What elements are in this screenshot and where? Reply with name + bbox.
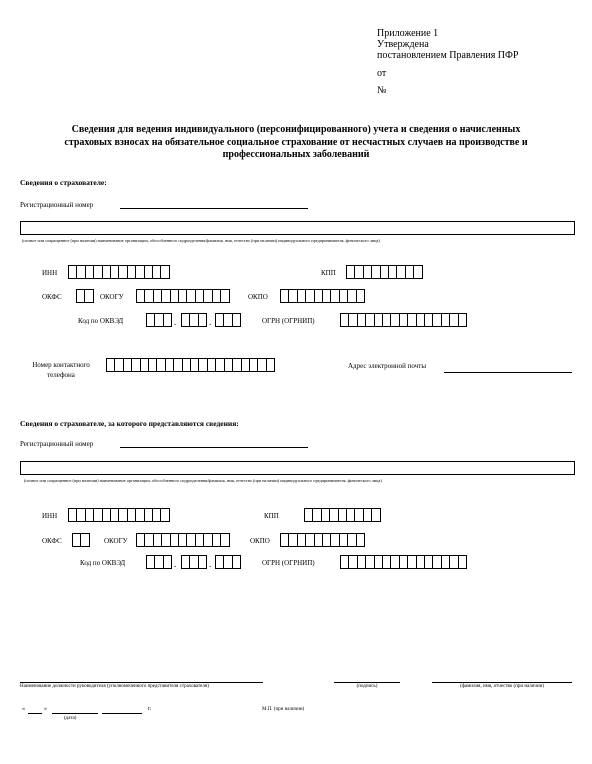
section1-phone-label: Номер контактного телефона	[32, 361, 90, 379]
section1-reg-label: Регистрационный номер	[20, 201, 94, 209]
section2-okved-cells-2[interactable]	[181, 555, 206, 569]
section1-okved-dot-1: .	[174, 317, 177, 327]
input-cell[interactable]	[371, 508, 381, 522]
document-title	[20, 124, 572, 162]
section2-okogu-label: ОКОГУ	[104, 537, 128, 545]
input-cell[interactable]	[458, 555, 468, 569]
section1-okpo-label: ОКПО	[248, 293, 268, 301]
input-cell[interactable]	[220, 289, 230, 303]
input-cell[interactable]	[84, 289, 94, 303]
section2-okved-dot-2: .	[209, 559, 212, 569]
section1-okfs-label: ОКФС	[42, 293, 62, 301]
section2-okogu-cells[interactable]	[136, 533, 228, 547]
input-cell[interactable]	[232, 555, 242, 569]
section1-kpp-label: КПП	[321, 269, 336, 277]
section1-reg-field[interactable]	[120, 198, 308, 209]
input-cell[interactable]	[163, 313, 173, 327]
title-line-3: профессиональных заболеваний	[222, 149, 370, 160]
section1-okogu-cells[interactable]	[136, 289, 228, 303]
input-cell[interactable]	[198, 555, 208, 569]
section1-okogu-label: ОКОГУ	[100, 293, 124, 301]
fio-caption: (фамилия, имя, отчество (при наличии)	[460, 684, 544, 689]
input-cell[interactable]	[220, 533, 230, 547]
fio-field[interactable]	[432, 676, 572, 683]
section1-email-label: Адрес электронной почты	[348, 362, 427, 370]
section1-okved-cells-2[interactable]	[181, 313, 206, 327]
date-caption: (дата)	[64, 716, 77, 721]
section1-phone-cells[interactable]	[106, 358, 274, 372]
section2-okved-cells-1[interactable]	[146, 555, 171, 569]
input-cell[interactable]	[163, 555, 173, 569]
section2-okpo-cells[interactable]	[280, 533, 364, 547]
date-quote-close: »	[44, 706, 47, 712]
section1-inn-label: ИНН	[42, 269, 58, 277]
date-year-field[interactable]	[102, 707, 142, 714]
section1-okved-dot-2: .	[209, 317, 212, 327]
header-appendix: Приложение 1	[377, 28, 439, 39]
section1-ogrn-label: ОГРН (ОГРНИП)	[262, 317, 315, 325]
header-resolution: постановлением Правления ПФР	[377, 50, 519, 61]
input-cell[interactable]	[413, 265, 423, 279]
section2-okpo-label: ОКПО	[250, 537, 270, 545]
title-line-2: страховых взносах на обязательное социальное страхование от несчастных случаев на производстве и	[64, 136, 528, 148]
input-cell[interactable]	[198, 313, 208, 327]
section1-okved-cells-1[interactable]	[146, 313, 171, 327]
section2-okved-dot-1: .	[174, 559, 177, 569]
section1-kpp-cells[interactable]	[346, 265, 422, 279]
section2-okved-cells-3[interactable]	[215, 555, 240, 569]
section1-inn-cells[interactable]	[68, 265, 169, 279]
date-quote-open: «	[22, 706, 25, 712]
stamp-label: М.П. (при наличии)	[262, 707, 305, 712]
section2-okfs-cells[interactable]	[72, 533, 89, 547]
section1-email-field[interactable]	[444, 362, 572, 373]
section1-okfs-cells[interactable]	[76, 289, 93, 303]
section2-ogrn-label: ОГРН (ОГРНИП)	[262, 559, 315, 567]
header-number: №	[377, 85, 387, 96]
section1-okved-cells-3[interactable]	[215, 313, 240, 327]
section2-name-field[interactable]	[20, 461, 575, 475]
section2-heading: Сведения о страхователе, за которого представляются сведения:	[20, 419, 239, 428]
input-cell[interactable]	[160, 265, 170, 279]
input-cell[interactable]	[266, 358, 276, 372]
section2-reg-label: Регистрационный номер	[20, 440, 94, 448]
section2-kpp-cells[interactable]	[304, 508, 380, 522]
input-cell[interactable]	[458, 313, 468, 327]
date-month-field[interactable]	[52, 707, 98, 714]
position-caption: Наименование должности руководителя (уполномоченного представителя страхователя)	[20, 684, 209, 689]
input-cell[interactable]	[80, 533, 90, 547]
signature-field[interactable]	[334, 676, 400, 683]
section1-okved-label: Код по ОКВЭД	[78, 317, 124, 325]
section2-reg-field[interactable]	[120, 437, 308, 448]
section1-name-caption: (полное или сокращенное (при наличии) наименование организации, обособленного подразделения/фамилия, имя, отчество (при наличии) индивидуального предпринимателя, физического лица)	[22, 238, 380, 243]
input-cell[interactable]	[232, 313, 242, 327]
input-cell[interactable]	[356, 289, 366, 303]
section2-ogrn-cells[interactable]	[340, 555, 466, 569]
section2-okved-label: Код по ОКВЭД	[80, 559, 126, 567]
section1-heading: Сведения о страхователе:	[20, 178, 107, 187]
section2-kpp-label: КПП	[264, 512, 279, 520]
input-cell[interactable]	[356, 533, 366, 547]
header-date: от	[377, 68, 387, 79]
title-line-1: Сведения для ведения индивидуального (персонифицированного) учета и сведения о начисленных	[71, 124, 521, 135]
section1-okpo-cells[interactable]	[280, 289, 364, 303]
section2-inn-cells[interactable]	[68, 508, 169, 522]
signature-caption: (подпись)	[356, 684, 378, 689]
section1-ogrn-cells[interactable]	[340, 313, 466, 327]
section2-okfs-label: ОКФС	[42, 537, 62, 545]
section2-inn-label: ИНН	[42, 512, 58, 520]
header-approved: Утверждена	[377, 39, 429, 50]
position-field[interactable]	[20, 676, 263, 683]
section1-name-field[interactable]	[20, 221, 575, 235]
date-year-suffix: г.	[148, 706, 152, 712]
date-day-field[interactable]	[28, 707, 42, 714]
section2-name-caption: (полное или сокращенное (при наличии) наименование организации, обособленного подразделения/фамилия, имя, отчество (при наличии) индивидуального предпринимателя, физического лица)	[24, 478, 382, 483]
input-cell[interactable]	[160, 508, 170, 522]
